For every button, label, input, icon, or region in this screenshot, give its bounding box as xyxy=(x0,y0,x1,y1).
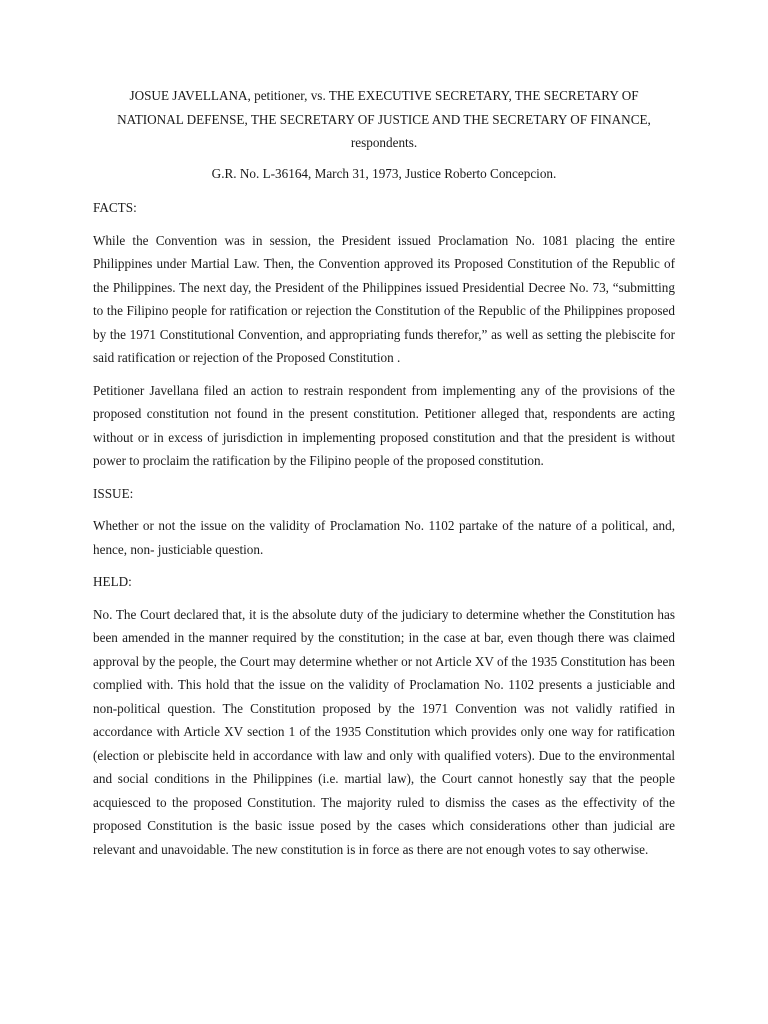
document-page xyxy=(93,84,675,861)
issue-heading: ISSUE: xyxy=(93,485,134,501)
issue-paragraph: Whether or not the issue on the validity of Proclamation No. 1102 partake of the nature of a political, and, hence, non- justiciable question. xyxy=(93,518,675,557)
case-citation: G.R. No. L-36164, March 31, 1973, Justice Roberto Concepcion. xyxy=(211,165,557,181)
facts-paragraph-2: Petitioner Javellana filed an action to restrain respondent from implementing any of the provisions of the proposed constitution not found in the present constitution. Petitioner alleged that, respondents are acting without or in excess of jurisdiction in implementing proposed constitution and that the president is without power to proclaim the ratification by the Filipino people of the proposed constitution. xyxy=(93,382,675,468)
facts-heading: FACTS: xyxy=(93,200,137,215)
held-heading: HELD: xyxy=(93,574,132,589)
case-title: JOSUE JAVELLANA, petitioner, vs. THE EXECUTIVE SECRETARY, THE SECRETARY OF NATIONAL DEFENSE, THE SECRETARY OF JUSTICE AND THE SECRETARY OF FINANCE, respondents. xyxy=(117,88,651,150)
facts-paragraph-1: While the Convention was in session, the President issued Proclamation No. 1081 placing the entire Philippines under Martial Law. Then, the Convention approved its Proposed Constitution of the Republic of the Philippines. The next day, the President of the Philippines issued Presidential Decree No. 73, “submitting to the Filipino people for ratification or rejection the Constitution of the Republic of the Philippines proposed by the 1971 Constitutional Convention, and appropriating funds therefor,” as well as setting the plebiscite for said ratification or rejection of the Proposed Constitution . xyxy=(93,232,675,365)
held-paragraph: No. The Court declared that, it is the absolute duty of the judiciary to determine whether the Constitution has been amended in the manner required by the constitution; in the case at bar, even though there was claimed approval by the people, the Court may determine whether or not Article XV of the 1935 Constitution has been complied with. This hold that the issue on the validity of Proclamation No. 1102 presents a justiciable and non-political question. The Constitution proposed by the 1971 Convention was not validly ratified in accordance with Article XV section 1 of the 1935 Constitution which provides only one way for ratification (election or plebiscite held in accordance with law and only with qualified voters). Due to the environmental and social conditions in the Philippines (i.e. martial law), the Court cannot honestly say that the people acquiesced to the proposed Constitution. The majority ruled to dismiss the cases as the effectivity of the proposed Constitution is the basic issue posed by the cases which considerations other than judicial are relevant and unavoidable. The new constitution is in force as there are not enough votes to say otherwise. xyxy=(93,606,675,857)
